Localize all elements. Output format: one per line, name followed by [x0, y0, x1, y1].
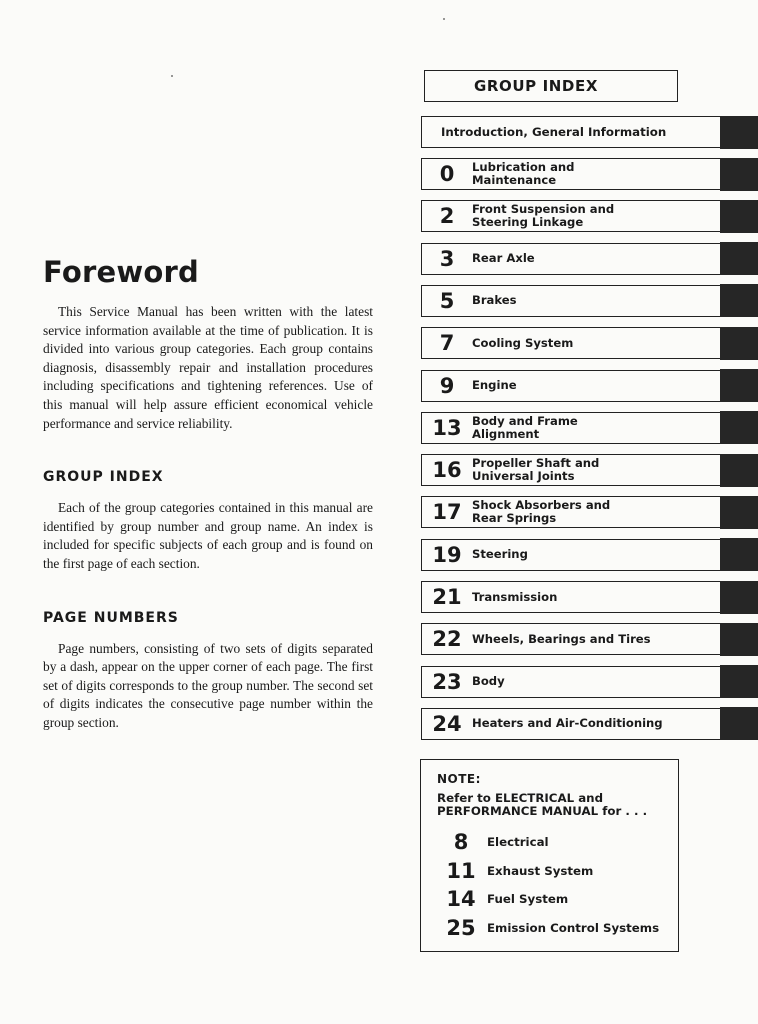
group-number: 2 — [439, 204, 455, 229]
group-name: Engine — [472, 378, 517, 392]
group-index-title-box: GROUP INDEX — [424, 70, 678, 102]
group-number: 23 — [432, 669, 462, 694]
index-tab-group-24[interactable] — [421, 708, 758, 740]
group-number: 0 — [439, 162, 455, 186]
thumb-tab-marker — [720, 454, 758, 487]
group-number: 7 — [439, 331, 455, 356]
thumb-tab-marker — [720, 327, 758, 360]
scan-speck — [171, 75, 173, 77]
index-tab-group-23[interactable] — [421, 666, 758, 698]
group-name: Transmission — [472, 589, 558, 604]
group-number: 24 — [432, 711, 462, 736]
group-number: 21 — [432, 585, 462, 609]
index-tab-introduction[interactable] — [421, 116, 758, 148]
foreword-body: This Service Manual has been written with the latest service information available at the time of publication. It is divided into various group categories. Each group contains diagnosis, disassembly repair and installation procedures including specifications and tightening references. Use of this manual will help assure efficient economical vehicle performance and service reliability. — [43, 304, 373, 431]
group-number: 13 — [432, 415, 462, 440]
note-item-label: Emission Control Systems — [487, 920, 660, 935]
note-item-label: Exhaust System — [487, 863, 594, 878]
group-number: 3 — [439, 246, 455, 271]
index-tab-group-17[interactable] — [421, 496, 758, 528]
group-name: Cooling System — [472, 335, 574, 350]
thumb-tab-marker — [720, 665, 758, 698]
thumb-tab-marker — [720, 623, 758, 656]
foreword-column — [43, 255, 373, 733]
index-tab-group-3[interactable] — [421, 243, 758, 275]
index-tab-label: Introduction, General Information — [441, 124, 667, 139]
note-text: Refer to ELECTRICAL and PERFORMANCE MANUAL for . . . — [437, 791, 648, 818]
group-name: Body — [472, 674, 505, 689]
group-name: Front Suspension and Steering Linkage — [472, 202, 615, 230]
note-item-number: 25 — [446, 915, 476, 940]
index-tab-group-13[interactable] — [421, 412, 758, 444]
group-name: Brakes — [472, 293, 517, 308]
index-tab-group-9[interactable] — [421, 370, 758, 402]
index-tab-group-2[interactable] — [421, 200, 758, 232]
index-tab-group-19[interactable] — [421, 539, 758, 571]
note-item-label: Fuel System — [487, 892, 569, 906]
group-number: 17 — [432, 500, 462, 525]
group-number: 19 — [432, 542, 462, 567]
thumb-tab-marker — [720, 158, 758, 191]
note-title: NOTE: — [437, 772, 481, 786]
note-item-group-8 — [437, 829, 549, 855]
group-name: Lubrication and Maintenance — [472, 160, 575, 187]
group-number: 9 — [439, 373, 455, 398]
note-item-number: 11 — [446, 858, 476, 883]
thumb-tab-marker — [720, 284, 758, 317]
group-index-section — [43, 469, 373, 573]
index-tab-group-16[interactable] — [421, 454, 758, 486]
index-tab-group-0[interactable] — [421, 158, 758, 190]
note-item-group-25 — [437, 915, 659, 941]
page-numbers-body: Page numbers, consisting of two sets of digits separated by a dash, appear on the upper corner of each page. The first set of digits corresponds to the group number. The second set of digits indicates the consecutive page number within the group section. — [43, 640, 373, 730]
group-index-heading: GROUP INDEX — [43, 469, 164, 486]
note-item-label: Electrical — [487, 835, 549, 849]
thumb-tab-marker — [720, 496, 758, 529]
index-tab-group-21[interactable] — [421, 581, 758, 613]
thumb-tab-marker — [720, 369, 758, 402]
group-name: Wheels, Bearings and Tires — [472, 631, 651, 646]
page-numbers-heading: PAGE NUMBERS — [43, 609, 179, 626]
group-name: Propeller Shaft and Universal Joints — [472, 456, 600, 484]
group-name: Steering — [472, 547, 528, 562]
group-name: Shock Absorbers and Rear Springs — [472, 498, 611, 526]
page-numbers-section — [43, 610, 373, 733]
thumb-tab-marker — [720, 411, 758, 444]
foreword-title: Foreword — [43, 255, 199, 289]
index-tab-group-5[interactable] — [421, 285, 758, 317]
note-item-group-14 — [437, 886, 568, 912]
note-item-number: 14 — [446, 887, 476, 911]
group-name: Heaters and Air-Conditioning — [472, 716, 663, 731]
index-tab-group-22[interactable] — [421, 623, 758, 655]
note-box — [420, 759, 679, 952]
group-number: 22 — [432, 627, 462, 652]
group-number: 16 — [432, 458, 462, 483]
thumb-tab-marker — [720, 200, 758, 233]
group-name: Body and Frame Alignment — [472, 413, 578, 441]
thumb-tab-marker — [720, 581, 758, 614]
group-name: Rear Axle — [472, 251, 535, 266]
note-item-number: 8 — [453, 830, 469, 854]
thumb-tab-marker — [720, 116, 758, 149]
thumb-tab-marker — [720, 538, 758, 571]
note-item-group-11 — [437, 858, 593, 884]
group-index-body: Each of the group categories contained in this manual are identified by group number and group name. An index is included for specific subjects of each group and is found on the first page of each section. — [43, 500, 373, 571]
thumb-tab-marker — [720, 242, 758, 275]
scan-speck — [443, 18, 445, 20]
thumb-tab-marker — [720, 707, 758, 740]
group-number: 5 — [439, 288, 455, 313]
index-tab-group-7[interactable] — [421, 327, 758, 359]
